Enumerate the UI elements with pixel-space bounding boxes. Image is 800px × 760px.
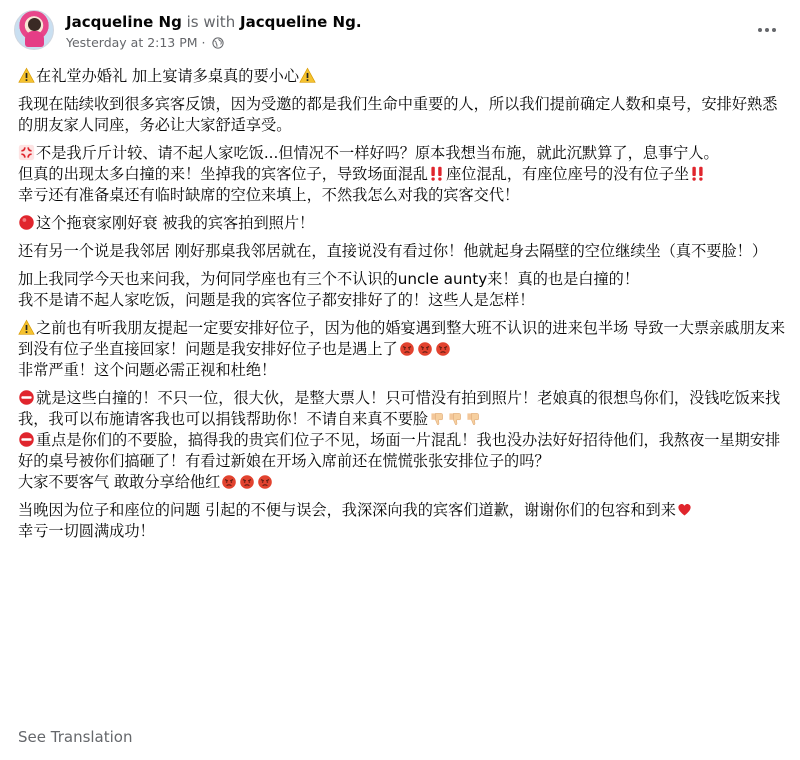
post-paragraph [18, 213, 788, 234]
angry-face-icon [435, 341, 451, 357]
thumbs-down-icon [447, 411, 463, 427]
post-text: 当晚因为位子和座位的问题 引起的不便与误会，我深深向我的宾客们道歉，谢谢你们的包容和到来 [18, 501, 676, 519]
post-text: 幸亏一切圆满成功！ [18, 522, 155, 540]
tagged-name[interactable]: Jacqueline Ng. [239, 13, 362, 31]
author-line [66, 12, 362, 32]
double-exclamation-icon [689, 165, 706, 182]
post-paragraph [18, 94, 788, 136]
post-paragraph [18, 500, 788, 521]
angry-face-icon [257, 474, 273, 490]
post-text: 座位混乱，有座位座号的没有位子坐 [446, 165, 690, 183]
post-text: 之前也有听我朋友提起一定要安排好位子，因为他的婚宴遇到整大班不认识的进来包半场 导致一大票亲戚朋友来到没有位子坐直接回家！问题是我安排好位子也是遇上了 [18, 319, 786, 358]
double-exclamation-icon [428, 165, 445, 182]
globe-icon [212, 37, 224, 49]
post-text: 大家不要客气 敢敢分享给他红 [18, 473, 221, 491]
author-name[interactable]: Jacqueline Ng [66, 13, 182, 31]
anger-symbol-icon [18, 144, 35, 161]
post-paragraph [18, 521, 788, 542]
angry-face-icon [399, 341, 415, 357]
post-paragraph [18, 185, 788, 206]
post-text: 这个拖衰家刚好衰 被我的宾客拍到照片！ [36, 214, 315, 232]
post-header [14, 10, 786, 60]
post-text: 但真的出现太多白撞的来！坐掉我的宾客位子，导致场面混乱 [18, 165, 429, 183]
warning-emoji-icon [18, 319, 35, 336]
angry-face-icon [417, 341, 433, 357]
post-paragraph [18, 241, 788, 262]
post-paragraph [18, 143, 788, 164]
post-paragraph [18, 66, 788, 87]
warning-emoji-icon [18, 67, 35, 84]
angry-face-icon [239, 474, 255, 490]
with-text: is with [186, 13, 236, 31]
warning-emoji-icon [299, 67, 316, 84]
profile-avatar[interactable] [14, 10, 54, 50]
post-paragraph [18, 318, 788, 360]
post-paragraph [18, 164, 788, 185]
thumbs-down-icon [429, 411, 445, 427]
post-text: 我不是请不起人家吃饭，问题是我的宾客位子都安排好了的！这些人是怎样！ [18, 291, 535, 309]
post-text: 加上我同学今天也来问我，为何同学座也有三个不认识的uncle aunty来！真的也是白撞的！ [18, 270, 640, 288]
post-paragraph [18, 472, 788, 493]
post-text: 非常严重！这个问题必需正视和杜绝！ [18, 361, 277, 379]
post-text: 就是这些白撞的！不只一位，很大伙，是整大票人！只可惜没有拍到照片！老娘真的很想鸟你们，没钱吃饭来找我，我可以布施请客我也可以捐钱帮助你！不请自来真不要脸 [18, 389, 781, 428]
no-entry-icon [18, 389, 35, 406]
red-heart-icon [676, 501, 693, 518]
post-text: 我现在陆续收到很多宾客反馈，因为受邀的都是我们生命中重要的人，所以我们提前确定人数和桌号，安排好熟悉的朋友家人同座，务必让大家舒适享受。 [18, 95, 778, 134]
post-body [18, 66, 788, 549]
post-title: 在礼堂办婚礼 加上宴请多桌真的要小心 [36, 67, 300, 85]
post-text: 还有另一个说是我邻居 刚好那桌我邻居就在，直接说没有看过你！他就起身去隔壁的空位继续坐（真不要脸！） [18, 242, 768, 260]
post-paragraph [18, 388, 788, 430]
thumbs-down-icon [465, 411, 481, 427]
angry-face-icon [221, 474, 237, 490]
more-options-icon[interactable] [752, 18, 782, 42]
see-translation-link[interactable]: See Translation [18, 728, 133, 746]
post-paragraph [18, 360, 788, 381]
post-timestamp[interactable]: Yesterday at 2:13 PM [66, 35, 198, 50]
post-text: 不是我斤斤计较、请不起人家吃饭...但情况不一样好吗？原本我想当布施，就此沉默算了，息事宁人。 [36, 144, 719, 162]
post-meta [66, 34, 224, 52]
post-text: 幸亏还有准备桌还有临时缺席的空位来填上，不然我怎么对我的宾客交代！ [18, 186, 520, 204]
post-paragraph [18, 430, 788, 472]
meta-separator: · [201, 35, 206, 50]
post-paragraph [18, 290, 788, 311]
red-circle-icon [18, 214, 35, 231]
post-text: 重点是你们的不要脸，搞得我的贵宾们位子不见，场面一片混乱！我也没办法好好招待他们，我熬夜一星期安排好的桌号被你们搞砸了！有看过新娘在开场入席前还在慌慌张张安排位子的吗？ [18, 431, 781, 470]
no-entry-icon [18, 431, 35, 448]
post-paragraph [18, 269, 788, 290]
